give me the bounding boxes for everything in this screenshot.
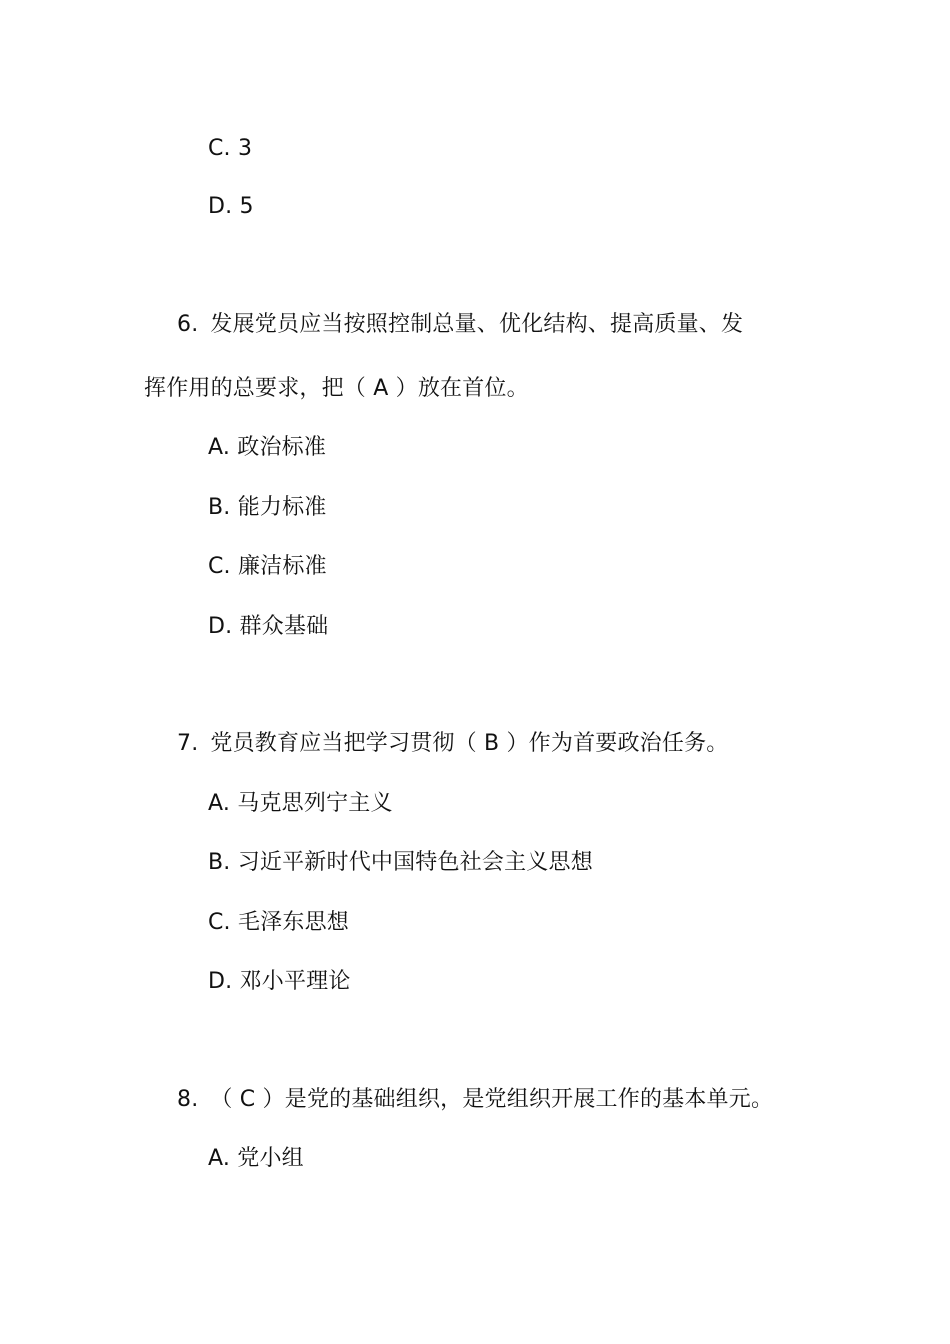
option-label: C. bbox=[208, 554, 231, 579]
option-label: B. bbox=[208, 850, 231, 875]
question-7-option-b bbox=[208, 848, 593, 878]
option-text: 邓小平理论 bbox=[239, 969, 351, 994]
question-6-option-a bbox=[208, 433, 326, 463]
question-text: 挥作用的总要求，把（ A ）放在首位。 bbox=[144, 376, 529, 401]
option-label: A. bbox=[208, 435, 231, 460]
question-7-option-d bbox=[208, 967, 351, 997]
question-text: 发展党员应当按照控制总量、优化结构、提高质量、发 bbox=[210, 312, 744, 337]
question-6-line2 bbox=[144, 374, 529, 404]
option-text: 廉洁标准 bbox=[237, 554, 327, 579]
option-label: C. bbox=[208, 136, 231, 161]
option-text: 能力标准 bbox=[237, 495, 327, 520]
option-text: 3 bbox=[237, 136, 253, 161]
question-text: （ C ）是党的基础组织，是党组织开展工作的基本单元。 bbox=[210, 1087, 774, 1112]
option-text: 政治标准 bbox=[237, 435, 327, 460]
question-text: 党员教育应当把学习贯彻（ B ）作为首要政治任务。 bbox=[210, 731, 729, 756]
question-6-line1 bbox=[177, 310, 743, 340]
question-7-option-c bbox=[208, 908, 349, 938]
question-6-option-c bbox=[208, 552, 327, 582]
question-6-option-d bbox=[208, 612, 328, 642]
question-number: 8. bbox=[177, 1087, 199, 1112]
option-label: D. bbox=[208, 194, 233, 219]
option-label: D. bbox=[208, 614, 233, 639]
option-text: 毛泽东思想 bbox=[237, 910, 349, 935]
option-text: 习近平新时代中国特色社会主义思想 bbox=[237, 850, 593, 875]
question-7-line1 bbox=[177, 729, 728, 759]
option-label: A. bbox=[208, 791, 231, 816]
question-number: 7. bbox=[177, 731, 199, 756]
option-d-prev bbox=[208, 192, 254, 222]
question-8-option-a bbox=[208, 1144, 304, 1174]
question-6-option-b bbox=[208, 493, 327, 523]
option-text: 党小组 bbox=[237, 1146, 304, 1171]
question-8-line1 bbox=[177, 1085, 773, 1115]
option-c-prev bbox=[208, 134, 252, 164]
question-number: 6. bbox=[177, 312, 199, 337]
option-text: 5 bbox=[239, 194, 254, 219]
option-text: 马克思列宁主义 bbox=[237, 791, 393, 816]
option-label: C. bbox=[208, 910, 231, 935]
option-text: 群众基础 bbox=[239, 614, 329, 639]
question-7-option-a bbox=[208, 789, 393, 819]
option-label: D. bbox=[208, 969, 233, 994]
option-label: A. bbox=[208, 1146, 231, 1171]
option-label: B. bbox=[208, 495, 231, 520]
